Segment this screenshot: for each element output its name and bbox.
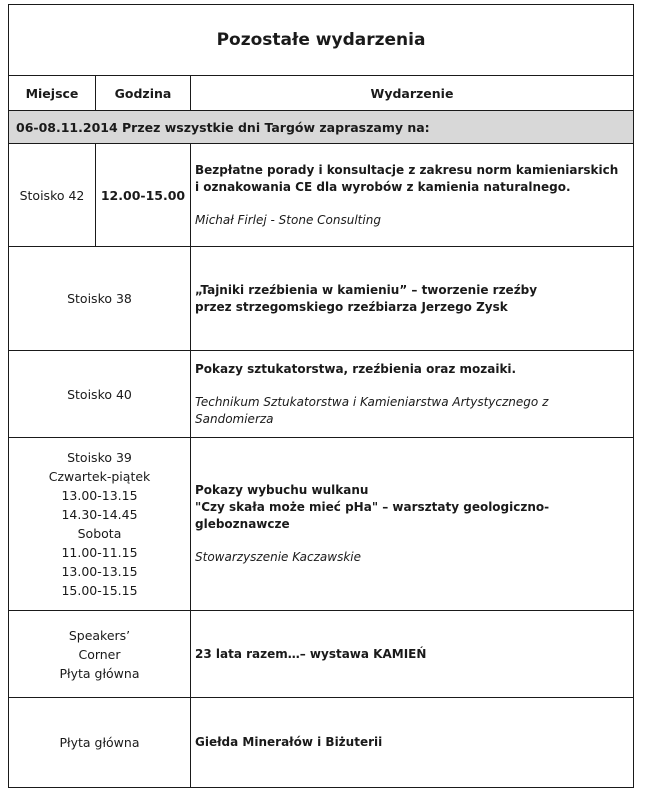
events-document (8, 4, 633, 788)
place-line: 13.00-13.15 (61, 564, 138, 579)
table-row (9, 698, 634, 788)
table-row (9, 351, 634, 438)
row-place: Stoisko 40 (9, 351, 191, 438)
column-header-time: Godzina (96, 76, 191, 111)
event-title-line: i oznakowania CE dla wyrobów z kamienia naturalnego. (195, 179, 571, 194)
place-line: 13.00-13.15 (61, 488, 138, 503)
date-banner-row (9, 111, 634, 144)
row-place: Płyta główna (9, 698, 191, 788)
event-title-line: 23 lata razem…– wystawa KAMIEŃ (195, 646, 427, 661)
event-title-line: Pokazy wybuchu wulkanu (195, 483, 369, 497)
event-organizer: Technikum Sztukatorstwa i Kamieniarstwa Artystycznego z Sandomierza (195, 394, 549, 426)
table-row (9, 144, 634, 247)
event-organizer: Michał Firlej - Stone Consulting (195, 212, 381, 227)
row-place: Stoisko 42 (9, 144, 96, 247)
column-header-event: Wydarzenie (191, 76, 634, 111)
row-place (9, 611, 191, 698)
row-time: 12.00-15.00 (96, 144, 191, 247)
row-event (191, 247, 634, 351)
event-title-line: przez strzegomskiego rzeźbiarza Jerzego Zysk (195, 299, 508, 314)
place-line: 15.00-15.15 (61, 583, 138, 598)
event-title-line: Bezpłatne porady i konsultacje z zakresu norm kamieniarskich (195, 162, 619, 177)
place-line: Płyta główna (59, 665, 140, 681)
table-header-row (9, 76, 634, 111)
column-header-place: Miejsce (9, 76, 96, 111)
row-event (191, 698, 634, 788)
event-organizer: Stowarzyszenie Kaczawskie (195, 550, 362, 564)
place-line: 14.30-14.45 (61, 507, 138, 522)
row-event (191, 611, 634, 698)
place-line: Sobota (77, 526, 122, 541)
row-event (191, 438, 634, 611)
event-title-line: "Czy skała może mieć pHa" – warsztaty geologiczno-gleboznawcze (195, 500, 550, 531)
place-line: 11.00-11.15 (61, 545, 138, 560)
date-banner: 06-08.11.2014 Przez wszystkie dni Targów zapraszamy na: (9, 111, 634, 144)
row-place (9, 438, 191, 611)
place-line: Speakers’ (68, 627, 131, 643)
place-line: Corner (78, 646, 121, 662)
row-event (191, 351, 634, 438)
table-row (9, 438, 634, 611)
event-title-line: „Tajniki rzeźbienia w kamieniu” – tworzenie rzeźby (195, 282, 538, 297)
row-event (191, 144, 634, 247)
event-title-line: Pokazy sztukatorstwa, rzeźbienia oraz mozaiki. (195, 361, 517, 376)
place-line: Czwartek-piątek (48, 469, 151, 484)
events-table (8, 4, 634, 788)
place-line: Stoisko 39 (67, 450, 132, 465)
row-place: Stoisko 38 (9, 247, 191, 351)
page-title: Pozostałe wydarzenia (9, 5, 634, 76)
table-row (9, 247, 634, 351)
event-title-line: Giełda Minerałów i Biżuterii (195, 735, 383, 749)
table-row (9, 611, 634, 698)
